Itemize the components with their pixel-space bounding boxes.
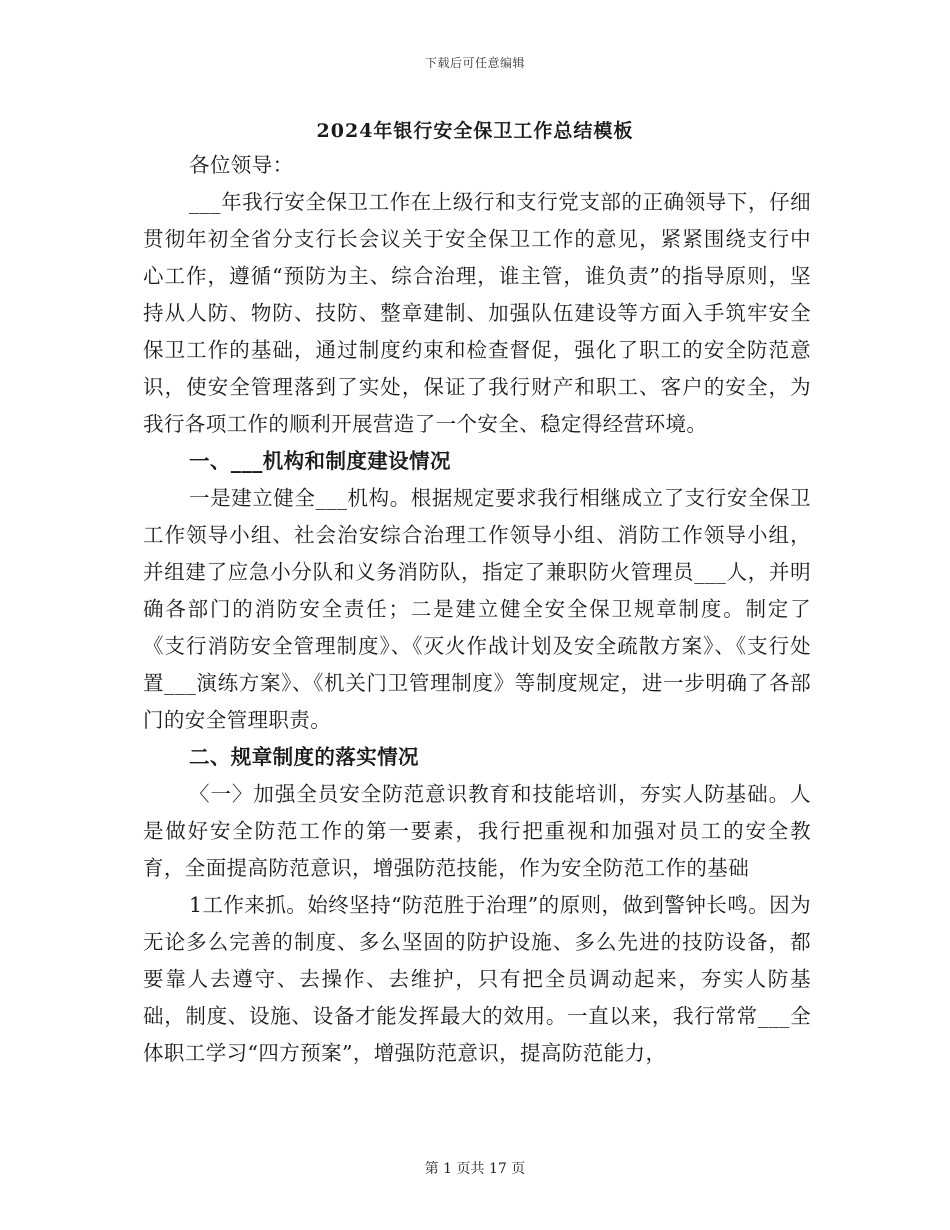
document-title: 2024年银行安全保卫工作总结模板 xyxy=(316,120,634,142)
page-header-note: 下载后可任意编辑 xyxy=(424,56,525,70)
salutation: 各位领导： xyxy=(189,153,294,177)
section-2-paragraph-1: 〈一〉加强全员安全防范意识教育和技能培训，夯实人防基础。人是做好安全防范工作的第一要素，我行把重视和加强对员工的安全教育，全面提高防范意识，增强防范技能，作为安全防范工作的基础 xyxy=(143,782,811,880)
section-1-paragraph: 一是建立健全___机构。根据规定要求我行相继成立了支行安全保卫工作领导小组、社会治安综合治理工作领导小组、消防工作领导小组，并组建了应急小分队和义务消防队，指定了兼职防火管理员___人，并明确各部门的消防安全责任；二是建立健全安全保卫规章制度。制定了《支行消防安全管理制度》、《灭火作战计划及安全疏散方案》、《支行处置___演练方案》、《机关门卫管理制度》等制度规定，进一步明确了各部门的安全管理职责。 xyxy=(143,486,811,732)
section-2-heading: 二、规章制度的落实情况 xyxy=(189,745,419,769)
document-body xyxy=(143,147,811,1072)
section-1-heading: 一、___机构和制度建设情况 xyxy=(189,449,451,473)
section-2-paragraph-2: 1工作来抓。始终坚持“防范胜于治理”的原则，做到警钟长鸣。因为无论多么完善的制度、多么坚固的防护设施、多么先进的技防设备，都要靠人去遵守、去操作、去维护，只有把全员调动起来，夯实人防基础，制度、设施、设备才能发挥最大的效用。一直以来，我行常常___全体职工学习“四方预案”，增强防范意识，提高防范能力， xyxy=(143,893,811,1065)
intro-paragraph: ___年我行安全保卫工作在上级行和支行党支部的正确领导下，仔细贯彻年初全省分支行长会议关于安全保卫工作的意见，紧紧围绕支行中心工作，遵循“预防为主、综合治理，谁主管，谁负责”的指导原则，坚持从人防、物防、技防、整章建制、加强队伍建设等方面入手筑牢安全保卫工作的基础，通过制度约束和检查督促，强化了职工的安全防范意识，使安全管理落到了实处，保证了我行财产和职工、客户的安全，为我行各项工作的顺利开展营造了一个安全、稳定得经营环境。 xyxy=(143,190,811,436)
page-number: 第 1 页共 17 页 xyxy=(424,1161,526,1177)
